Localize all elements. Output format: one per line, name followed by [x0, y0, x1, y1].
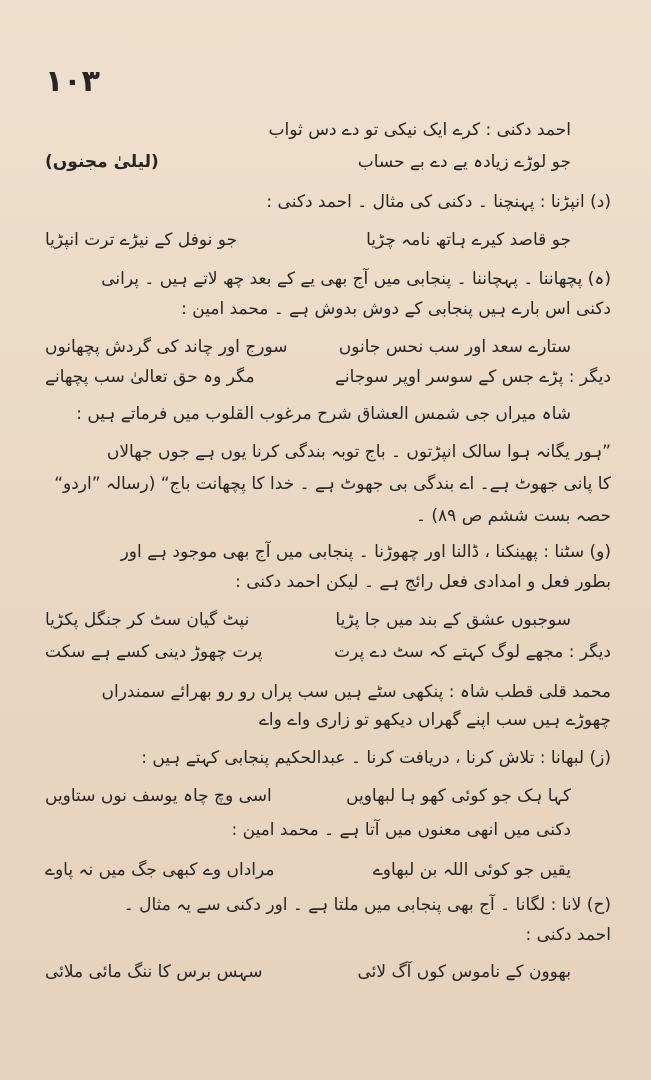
quote-line: ”ہور یگانہ ہوا سالک انپڑتوں ۔ باج توبہ بندگی کرنا یوں ہے جوں جھالاں — [106, 442, 611, 462]
verse-couplet — [45, 228, 571, 252]
section-heading: (و) سٹنا : پھینکنا ، ڈالنا اور چھوڑنا ۔ پنجابی میں آج بھی موجود ہے اور — [120, 542, 611, 562]
verse-line: چھوڑے ہیں سب اپنے گھراں دیکھو تو زاری واے واے — [258, 710, 611, 730]
quote-line: حصہ بست ششم ص ۸۹) ۔ — [416, 506, 611, 526]
couplet-right: جو قاصد کیرے ہاتھ نامہ چڑیا — [366, 230, 571, 250]
paragraph-line: احمد دکنی : — [525, 925, 611, 945]
couplet-right: سوجبوں عشق کے بند میں جا پڑیا — [335, 610, 571, 630]
couplet-left: جو نوفل کے نیڑے ترت انپڑیا — [45, 230, 238, 250]
verse-couplet — [45, 784, 571, 808]
verse-couplet — [45, 960, 571, 984]
paragraph-line: دکنی میں انھی معنوں میں آتا ہے ۔ محمد امین : — [231, 820, 571, 840]
verse-couplet — [45, 365, 611, 389]
verse-line: احمد دکنی : کرے ایک نیکی تو دے دس ثواب — [268, 120, 571, 140]
verse-couplet — [45, 640, 611, 664]
couplet-left: (لیلیٰ مجنوں) — [45, 152, 159, 172]
couplet-right: کہا ہک جو کوئی کھو ہا لبھاویں — [346, 786, 571, 806]
verse-couplet — [45, 608, 571, 632]
paragraph-line: شاہ میراں جی شمس العشاق شرح مرغوب القلوب میں فرماتے ہیں : — [76, 404, 571, 424]
paragraph-line: بطور فعل و امدادی فعل رائج ہے ۔ لیکن احمد دکنی : — [235, 572, 611, 592]
verse-couplet — [45, 150, 571, 174]
verse-couplet — [45, 335, 571, 359]
couplet-left: مگر وہ حق تعالیٰ سب پچھانے — [45, 367, 255, 387]
couplet-left: سہس برس کا ننگ مائی ملائی — [45, 962, 263, 982]
section-heading: (ز) لبھانا : تلاش کرنا ، دریافت کرنا ۔ عبدالحکیم پنجابی کہتے ہیں : — [141, 748, 611, 768]
couplet-right: بھوون کے ناموس کوں آگ لائی — [357, 962, 571, 982]
paragraph-line: دکنی اس بارے ہیں پنجابی کے دوش بدوش ہے ۔ محمد امین : — [181, 299, 611, 319]
quote-line: کا پانی جھوٹ ہے۔ اے بندگی بی جھوٹ ہے ۔ خدا کا پچھانت باج“ (رسالہ ”اردو“ — [54, 474, 611, 494]
couplet-left: نپٹ گیان سٹ کر جنگل پکڑیا — [45, 610, 250, 630]
couplet-left: مراداں وے کبھی جگ میں نہ پاوے — [45, 860, 275, 880]
couplet-right: ستارے سعد اور سب نحس جانوں — [338, 337, 571, 357]
section-heading: (ہ) پچھاننا ۔ پہچاننا ۔ پنجابی میں آج بھی یے کے بعد چھ لاتے ہیں ۔ پرانی — [101, 269, 611, 289]
couplet-right: یقیں جو کوئی اللہ بن لبھاوے — [372, 860, 571, 880]
couplet-right: جو لوڑے زیادہ یے دے بے حساب — [357, 152, 571, 172]
couplet-right: دیگر : مجھے لوگ کہتے کہ سٹ دے پرت — [334, 642, 611, 662]
section-heading: (ح) لانا : لگانا ۔ آج بھی پنجابی میں ملتا ہے ۔ اور دکنی سے یہ مثال ۔ — [123, 895, 611, 915]
verse-line: محمد قلی قطب شاہ : پنکھی سٹے ہیں سب پراں رو رو بھرائے سمندراں — [101, 682, 611, 702]
couplet-left: پرت چھوڑ دینی کسے ہے سکت — [45, 642, 263, 662]
page-number: ۱۰۳ — [45, 64, 100, 99]
couplet-right: دیگر : پڑے جس کے سوسر اوپر سوجانے — [334, 367, 611, 387]
couplet-left: سورج اور چاند کی گردش پچھانوں — [45, 337, 288, 357]
verse-couplet — [45, 858, 571, 882]
section-heading: (د) انپڑنا : پہنچنا ۔ دکنی کی مثال ۔ احمد دکنی : — [266, 192, 611, 212]
couplet-left: اسی وچ چاہ یوسف نوں ستاویں — [45, 786, 272, 806]
